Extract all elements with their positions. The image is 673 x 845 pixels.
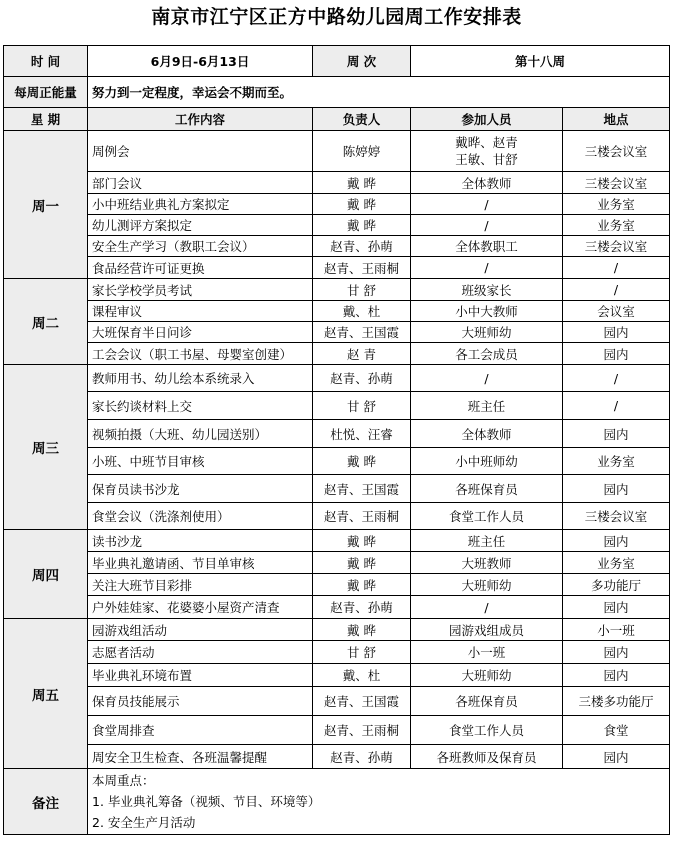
remarks-row bbox=[4, 769, 670, 835]
task-participants: 各班教师及保育员 bbox=[411, 745, 563, 769]
task-place: 园内 bbox=[563, 530, 670, 552]
task-place: 园内 bbox=[563, 596, 670, 619]
task-place: 园内 bbox=[563, 641, 670, 664]
task-content: 保育员读书沙龙 bbox=[88, 475, 313, 503]
task-participants: 大班师幼 bbox=[411, 664, 563, 687]
task-participants: 食堂工作人员 bbox=[411, 716, 563, 745]
table-row bbox=[4, 475, 670, 503]
task-participants: 大班师幼 bbox=[411, 322, 563, 343]
day-label-thu: 周四 bbox=[4, 530, 88, 619]
task-place: / bbox=[563, 365, 670, 392]
task-content: 食品经营许可证更换 bbox=[88, 257, 313, 279]
task-owner: 陈婷婷 bbox=[313, 131, 411, 172]
task-content: 志愿者活动 bbox=[88, 641, 313, 664]
task-owner: 戴 晔 bbox=[313, 574, 411, 596]
task-content: 课程审议 bbox=[88, 301, 313, 322]
task-place: / bbox=[563, 279, 670, 301]
task-owner: 赵 青 bbox=[313, 343, 411, 365]
task-content: 园游戏组活动 bbox=[88, 619, 313, 641]
task-owner: 戴 晔 bbox=[313, 448, 411, 475]
task-owner: 戴 晔 bbox=[313, 194, 411, 215]
table-row bbox=[4, 172, 670, 194]
task-participants: 全体教师 bbox=[411, 420, 563, 448]
task-participants: / bbox=[411, 194, 563, 215]
table-row bbox=[4, 301, 670, 322]
task-place: 会议室 bbox=[563, 301, 670, 322]
header-row bbox=[4, 46, 670, 77]
task-content: 保育员技能展示 bbox=[88, 687, 313, 716]
task-participants bbox=[411, 131, 563, 172]
task-participants: 全体教师 bbox=[411, 172, 563, 194]
task-place: 食堂 bbox=[563, 716, 670, 745]
task-owner: 甘 舒 bbox=[313, 392, 411, 420]
task-content: 家长约谈材料上交 bbox=[88, 392, 313, 420]
task-place: 园内 bbox=[563, 420, 670, 448]
task-content: 关注大班节目彩排 bbox=[88, 574, 313, 596]
table-row bbox=[4, 215, 670, 236]
task-participants: 食堂工作人员 bbox=[411, 503, 563, 530]
task-place: / bbox=[563, 257, 670, 279]
table-row bbox=[4, 279, 670, 301]
task-participants: 全体教职工 bbox=[411, 236, 563, 257]
task-place: 园内 bbox=[563, 664, 670, 687]
task-participants: / bbox=[411, 365, 563, 392]
page-title: 南京市江宁区正方中路幼儿园周工作安排表 bbox=[151, 6, 522, 28]
table-row bbox=[4, 257, 670, 279]
task-owner: 戴、杜 bbox=[313, 664, 411, 687]
task-content: 户外娃娃家、花婆婆小屋资产清查 bbox=[88, 596, 313, 619]
week-value: 第十八周 bbox=[411, 46, 670, 77]
task-owner: 赵青、王国霞 bbox=[313, 687, 411, 716]
task-place: / bbox=[563, 392, 670, 420]
task-owner: 赵青、孙萌 bbox=[313, 236, 411, 257]
table-row bbox=[4, 530, 670, 552]
task-participants: / bbox=[411, 596, 563, 619]
task-owner: 戴 晔 bbox=[313, 619, 411, 641]
task-participants: / bbox=[411, 215, 563, 236]
table-row bbox=[4, 716, 670, 745]
task-place: 园内 bbox=[563, 322, 670, 343]
task-owner: 甘 舒 bbox=[313, 641, 411, 664]
column-participants: 参加人员 bbox=[411, 108, 563, 131]
task-content: 食堂会议（洗涤剂使用） bbox=[88, 503, 313, 530]
table-row bbox=[4, 322, 670, 343]
task-owner: 赵青、王国霞 bbox=[313, 475, 411, 503]
task-owner: 戴 晔 bbox=[313, 172, 411, 194]
task-content: 安全生产学习（教职工会议） bbox=[88, 236, 313, 257]
task-owner: 甘 舒 bbox=[313, 279, 411, 301]
task-owner: 赵青、王国霞 bbox=[313, 322, 411, 343]
day-label-tue: 周二 bbox=[4, 279, 88, 365]
task-owner: 赵青、孙萌 bbox=[313, 365, 411, 392]
table-row bbox=[4, 619, 670, 641]
task-place: 三楼会议室 bbox=[563, 236, 670, 257]
task-place: 小一班 bbox=[563, 619, 670, 641]
task-owner: 赵青、孙萌 bbox=[313, 596, 411, 619]
task-place: 园内 bbox=[563, 475, 670, 503]
remarks-item: 1. 毕业典礼筹备（视频、节目、环境等） bbox=[92, 794, 321, 809]
task-place: 业务室 bbox=[563, 448, 670, 475]
task-place: 园内 bbox=[563, 745, 670, 769]
task-place: 业务室 bbox=[563, 552, 670, 574]
task-owner: 戴 晔 bbox=[313, 530, 411, 552]
task-place: 三楼会议室 bbox=[563, 172, 670, 194]
task-place: 园内 bbox=[563, 343, 670, 365]
energy-text: 努力到一定程度，幸运会不期而至。 bbox=[88, 77, 670, 108]
week-label: 周 次 bbox=[313, 46, 411, 77]
table-row bbox=[4, 745, 670, 769]
table-row bbox=[4, 503, 670, 530]
task-content: 小班、中班节目审核 bbox=[88, 448, 313, 475]
table-row bbox=[4, 641, 670, 664]
task-participants: 小中大教师 bbox=[411, 301, 563, 322]
task-owner: 戴 晔 bbox=[313, 215, 411, 236]
task-content: 家长学校学员考试 bbox=[88, 279, 313, 301]
remarks-heading: 本周重点： bbox=[92, 773, 155, 788]
task-content: 读书沙龙 bbox=[88, 530, 313, 552]
task-participants: 小一班 bbox=[411, 641, 563, 664]
task-owner: 戴 晔 bbox=[313, 552, 411, 574]
task-owner: 赵青、王雨桐 bbox=[313, 257, 411, 279]
column-owner: 负责人 bbox=[313, 108, 411, 131]
task-participants: 班级家长 bbox=[411, 279, 563, 301]
task-participants: 班主任 bbox=[411, 530, 563, 552]
task-participants: 大班教师 bbox=[411, 552, 563, 574]
table-row bbox=[4, 392, 670, 420]
day-label-fri: 周五 bbox=[4, 619, 88, 769]
task-place: 三楼会议室 bbox=[563, 503, 670, 530]
task-owner: 赵青、王雨桐 bbox=[313, 716, 411, 745]
table-row bbox=[4, 365, 670, 392]
task-participants: 班主任 bbox=[411, 392, 563, 420]
task-content: 周例会 bbox=[88, 131, 313, 172]
schedule-table bbox=[3, 45, 670, 835]
task-participants: 园游戏组成员 bbox=[411, 619, 563, 641]
column-day: 星 期 bbox=[4, 108, 88, 131]
energy-row bbox=[4, 77, 670, 108]
table-row bbox=[4, 131, 670, 172]
remarks-label: 备注 bbox=[4, 769, 88, 835]
column-header-row bbox=[4, 108, 670, 131]
task-participants: 各班保育员 bbox=[411, 475, 563, 503]
table-row bbox=[4, 596, 670, 619]
table-row bbox=[4, 552, 670, 574]
task-place: 业务室 bbox=[563, 194, 670, 215]
time-label: 时 间 bbox=[4, 46, 88, 77]
task-participants: 各工会成员 bbox=[411, 343, 563, 365]
task-participants: 小中班师幼 bbox=[411, 448, 563, 475]
table-row bbox=[4, 236, 670, 257]
table-row bbox=[4, 664, 670, 687]
day-label-wed: 周三 bbox=[4, 365, 88, 530]
column-content: 工作内容 bbox=[88, 108, 313, 131]
table-row bbox=[4, 574, 670, 596]
task-place: 业务室 bbox=[563, 215, 670, 236]
task-participants: 大班师幼 bbox=[411, 574, 563, 596]
date-range: 6月9日-6月13日 bbox=[88, 46, 313, 77]
task-owner: 杜悦、汪睿 bbox=[313, 420, 411, 448]
energy-label: 每周正能量 bbox=[4, 77, 88, 108]
task-owner: 戴、杜 bbox=[313, 301, 411, 322]
task-content: 毕业典礼环境布置 bbox=[88, 664, 313, 687]
task-participants: / bbox=[411, 257, 563, 279]
task-content: 小中班结业典礼方案拟定 bbox=[88, 194, 313, 215]
table-row bbox=[4, 420, 670, 448]
remarks-content bbox=[88, 769, 670, 835]
task-content: 视频拍摄（大班、幼儿园送别） bbox=[88, 420, 313, 448]
table-row bbox=[4, 194, 670, 215]
task-owner: 赵青、孙萌 bbox=[313, 745, 411, 769]
task-content: 周安全卫生检查、各班温馨提醒 bbox=[88, 745, 313, 769]
column-place: 地点 bbox=[563, 108, 670, 131]
participants-line: 戴晔、赵青 bbox=[455, 135, 518, 150]
remarks-item: 2. 安全生产月活动 bbox=[92, 815, 196, 830]
table-row bbox=[4, 448, 670, 475]
task-content: 大班保育半日问诊 bbox=[88, 322, 313, 343]
task-content: 食堂周排查 bbox=[88, 716, 313, 745]
task-participants: 各班保育员 bbox=[411, 687, 563, 716]
task-place: 三楼会议室 bbox=[563, 131, 670, 172]
task-content: 幼儿测评方案拟定 bbox=[88, 215, 313, 236]
task-place: 多功能厅 bbox=[563, 574, 670, 596]
participants-line: 王敏、甘舒 bbox=[455, 152, 518, 167]
task-content: 教师用书、幼儿绘本系统录入 bbox=[88, 365, 313, 392]
task-content: 毕业典礼邀请函、节目单审核 bbox=[88, 552, 313, 574]
table-row bbox=[4, 343, 670, 365]
day-label-mon: 周一 bbox=[4, 131, 88, 279]
task-owner: 赵青、王雨桐 bbox=[313, 503, 411, 530]
task-content: 部门会议 bbox=[88, 172, 313, 194]
table-row bbox=[4, 687, 670, 716]
task-content: 工会会议（职工书屋、母婴室创建） bbox=[88, 343, 313, 365]
task-place: 三楼多功能厅 bbox=[563, 687, 670, 716]
